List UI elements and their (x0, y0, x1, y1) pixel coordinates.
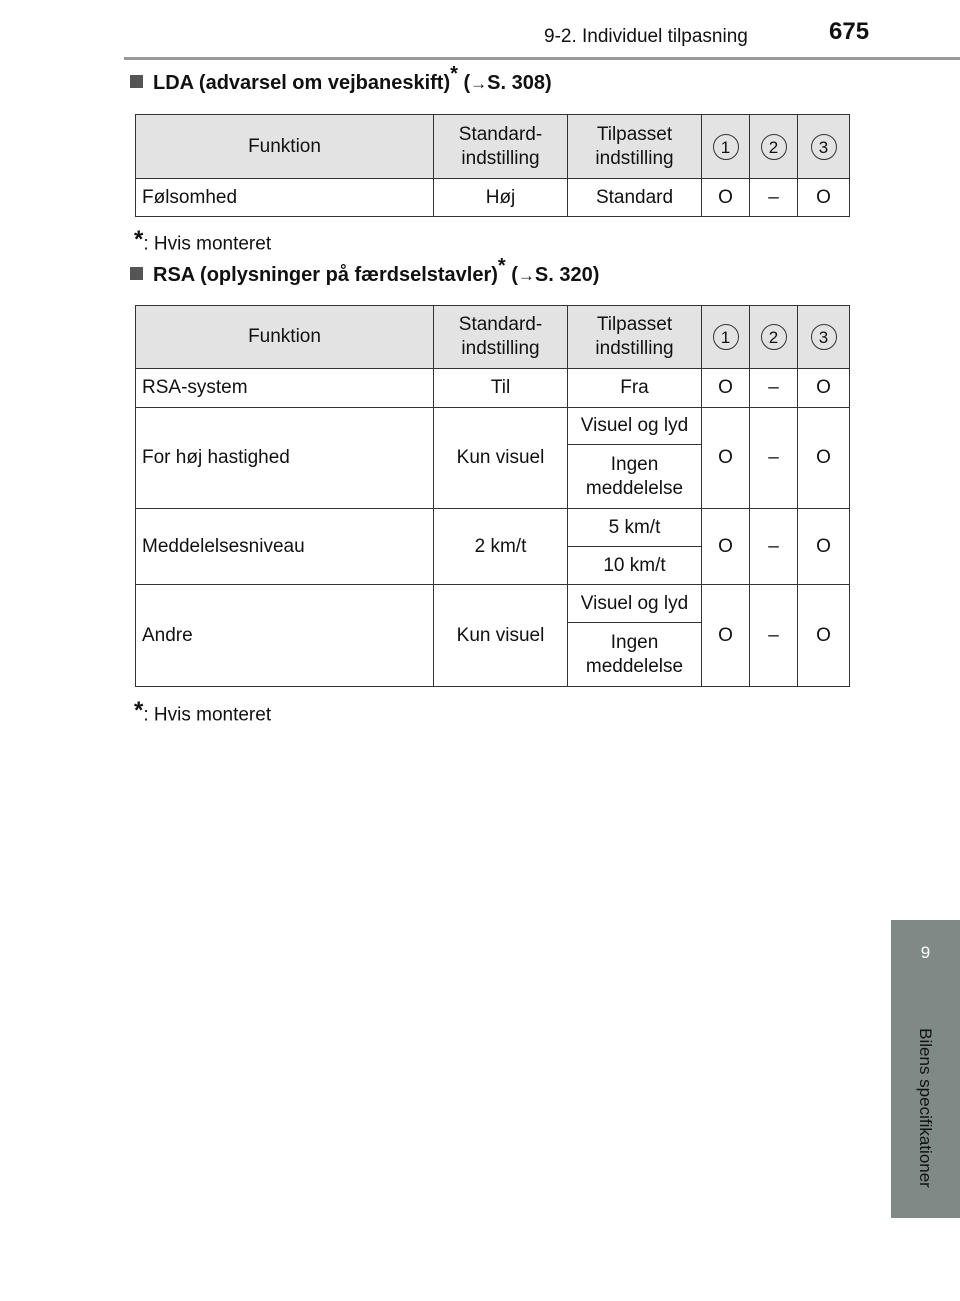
cell-c3: O (798, 369, 850, 408)
lda-title: LDA (advarsel om vejbaneskift) (153, 72, 451, 94)
asterisk-mark: * (450, 63, 458, 85)
footnote-text: : Hvis monteret (143, 233, 272, 255)
col-header-3 (798, 306, 850, 369)
col-header-function: Funktion (136, 306, 434, 369)
circled-1-icon: 1 (713, 134, 739, 160)
chapter-tab-label: Bilens specifikationer (916, 1028, 935, 1188)
cell-custom-b: Ingen meddelelse (568, 623, 702, 687)
footnote-text: : Hvis monteret (143, 704, 272, 726)
cell-custom-b: Ingen meddelelse (568, 445, 702, 509)
footnote-asterisk: * (134, 226, 144, 253)
cell-c3: O (798, 179, 850, 217)
cell-c2: – (750, 369, 798, 408)
col-header-2 (750, 115, 798, 179)
table-header-row (136, 115, 850, 179)
footnote (134, 697, 271, 726)
col-header-custom: Tilpasset indstilling (568, 306, 702, 369)
cell-custom-b: 10 km/t (568, 547, 702, 585)
cell-c2: – (750, 408, 798, 509)
cell-default: Kun visuel (434, 585, 568, 687)
cell-custom-a: Visuel og lyd (568, 585, 702, 623)
cell-function: For høj hastighed (136, 408, 434, 509)
chapter-tab-number: 9 (891, 920, 960, 1000)
table-header-row (136, 306, 850, 369)
section-title: 9-2. Individuel tilpasning (544, 26, 748, 47)
cell-c3: O (798, 408, 850, 509)
col-header-3 (798, 115, 850, 179)
rsa-heading (130, 255, 600, 287)
cell-custom: Standard (568, 179, 702, 217)
asterisk-mark: * (497, 255, 506, 277)
cell-c1: O (702, 179, 750, 217)
col-header-1 (702, 306, 750, 369)
cell-c2: – (750, 509, 798, 585)
arrow-icon: → (470, 74, 488, 93)
circled-2-icon: 2 (761, 134, 787, 160)
circled-3-icon: 3 (811, 324, 837, 350)
circled-2-icon: 2 (761, 324, 787, 350)
bullet-square-icon (130, 75, 143, 88)
cell-default: Til (434, 369, 568, 408)
cell-custom: Fra (568, 369, 702, 408)
page-number: 675 (829, 18, 870, 45)
page-reference: S. 320) (534, 264, 600, 286)
cell-c1: O (702, 369, 750, 408)
cell-c1: O (702, 509, 750, 585)
cell-c3: O (798, 509, 850, 585)
circled-3-icon: 3 (811, 134, 837, 160)
cell-c1: O (702, 585, 750, 687)
table-row (136, 179, 850, 217)
cell-default: Kun visuel (434, 408, 568, 509)
cell-c2: – (750, 585, 798, 687)
cell-c1: O (702, 408, 750, 509)
footnote (134, 226, 271, 255)
table-row (136, 369, 850, 408)
circled-1-icon: 1 (713, 324, 739, 350)
header-divider (124, 57, 960, 60)
ref-open: ( (457, 72, 471, 94)
lda-heading (130, 63, 552, 95)
cell-c2: – (750, 179, 798, 217)
cell-function: Meddelelsesniveau (136, 509, 434, 585)
lda-table (135, 114, 850, 217)
cell-default: Høj (434, 179, 568, 217)
col-header-default: Standard- indstilling (434, 115, 568, 179)
col-header-function: Funktion (136, 115, 434, 179)
cell-custom-a: Visuel og lyd (568, 408, 702, 445)
col-header-2 (750, 306, 798, 369)
cell-custom-a: 5 km/t (568, 509, 702, 547)
table-row (136, 408, 850, 445)
cell-function: Følsomhed (136, 179, 434, 217)
footnote-asterisk: * (134, 697, 144, 724)
ref-open: ( (505, 264, 518, 286)
col-header-default: Standard- indstilling (434, 306, 568, 369)
arrow-icon: → (517, 266, 535, 285)
rsa-title: RSA (oplysninger på færdselstavler) (153, 264, 498, 286)
bullet-square-icon (130, 267, 143, 280)
col-header-1 (702, 115, 750, 179)
cell-default: 2 km/t (434, 509, 568, 585)
cell-c3: O (798, 585, 850, 687)
rsa-table (135, 305, 850, 687)
table-row (136, 509, 850, 547)
col-header-custom: Tilpasset indstilling (568, 115, 702, 179)
page-reference: S. 308) (487, 72, 552, 94)
cell-function: RSA-system (136, 369, 434, 408)
cell-function: Andre (136, 585, 434, 687)
table-row (136, 585, 850, 623)
